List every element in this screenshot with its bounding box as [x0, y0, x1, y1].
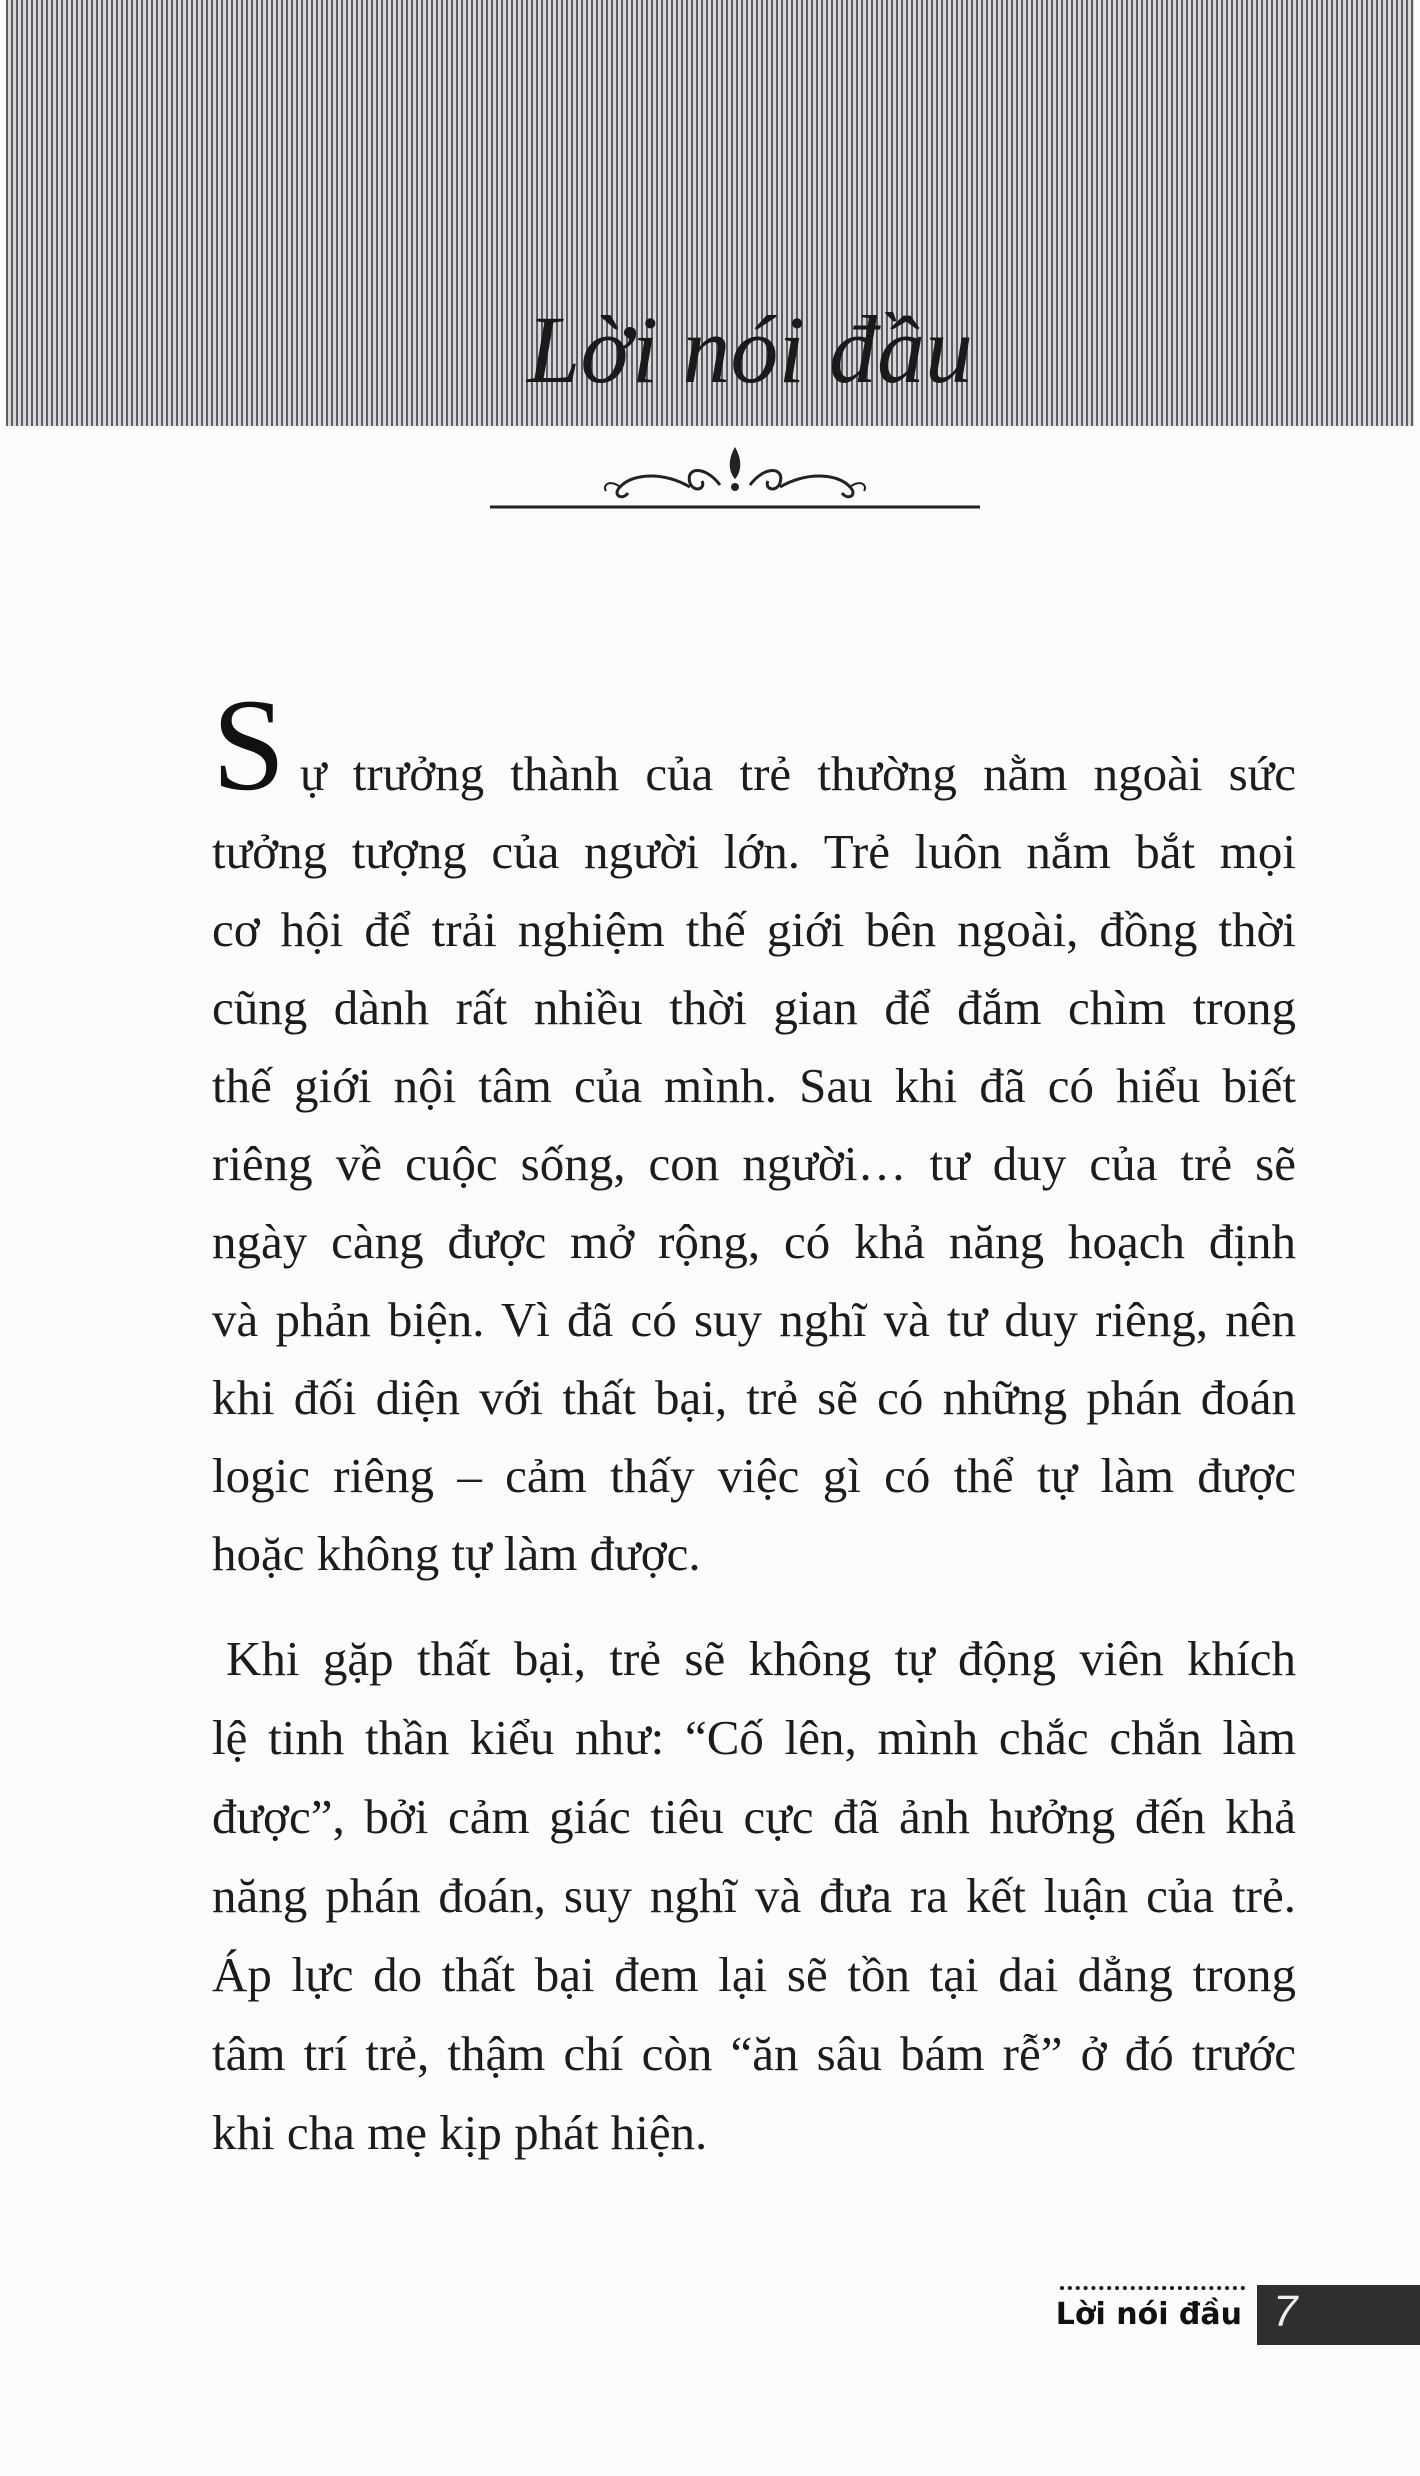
page-number-box [1257, 2285, 1420, 2345]
footer-dotted-rule [1060, 2286, 1245, 2290]
text-line: tưởng tượng của người lớn. Trẻ luôn nắm bắt mọi [212, 824, 1296, 879]
text-line: ự trưởng thành của trẻ thường nằm ngoài sức [300, 746, 1296, 801]
text-line: khi cha mẹ kịp phát hiện. [212, 2105, 708, 2160]
text-line: cũng dành rất nhiều thời gian để đắm chìm trong [212, 980, 1296, 1035]
ornament-divider-icon [490, 445, 980, 515]
running-title: Lời nói đầu [1055, 2297, 1242, 2332]
page-number: 7 [1273, 2287, 1298, 2336]
text-line: và phản biện. Vì đã có suy nghĩ và tư duy riêng, nên [212, 1292, 1296, 1347]
text-line: tâm trí trẻ, thậm chí còn “ăn sâu bám rễ” ở đó trước [212, 2026, 1296, 2081]
text-line: riêng về cuộc sống, con người… tư duy của trẻ sẽ [212, 1136, 1296, 1191]
text-line: cơ hội để trải nghiệm thế giới bên ngoài, đồng thời [212, 902, 1296, 957]
text-line: ngày càng được mở rộng, có khả năng hoạch định [212, 1214, 1296, 1269]
text-line: logic riêng – cảm thấy việc gì có thể tự làm được [212, 1448, 1296, 1503]
text-line: năng phán đoán, suy nghĩ và đưa ra kết luận của trẻ. [212, 1868, 1296, 1923]
chapter-title: Lời nói đầu [527, 296, 973, 403]
text-line: thế giới nội tâm của mình. Sau khi đã có hiểu biết [212, 1058, 1296, 1113]
text-line: hoặc không tự làm được. [212, 1526, 701, 1581]
text-line: được”, bởi cảm giác tiêu cực đã ảnh hưởng đến khả [212, 1789, 1296, 1844]
text-line: Khi gặp thất bại, trẻ sẽ không tự động viên khích [226, 1631, 1296, 1686]
text-line: Áp lực do thất bại đem lại sẽ tồn tại dai dẳng trong [212, 1947, 1296, 2002]
text-line: khi đối diện với thất bại, trẻ sẽ có những phán đoán [212, 1370, 1296, 1425]
drop-cap: S [212, 671, 286, 818]
text-line: lệ tinh thần kiểu như: “Cố lên, mình chắc chắn làm [212, 1710, 1296, 1765]
